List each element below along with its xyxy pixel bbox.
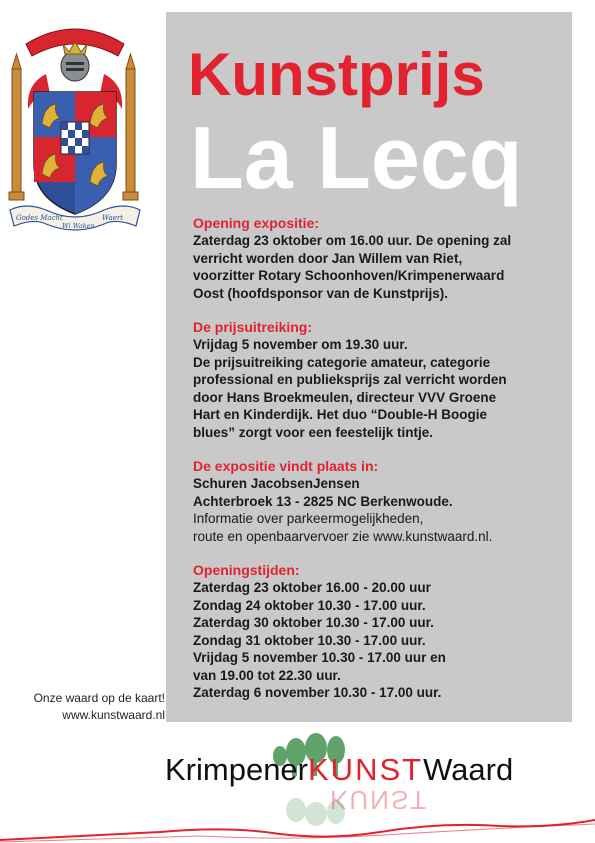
coat-of-arms-icon bbox=[6, 14, 144, 232]
section-line: Oost (hoofdsponsor van de Kunstprijs). bbox=[193, 285, 449, 301]
section-line: route en openbaarvervoer zie www.kunstwaard.nl. bbox=[193, 528, 493, 544]
section-0 bbox=[193, 215, 565, 302]
section-1 bbox=[193, 319, 565, 441]
section-line: blues” zorgt voor een feestelijk tintje. bbox=[193, 424, 434, 440]
logo-word-krimpener: Krimpener bbox=[165, 752, 308, 787]
section-heading: Openingstijden: bbox=[193, 562, 300, 578]
red-decorative-line bbox=[0, 806, 595, 843]
section-line: Vrijdag 5 november 10.30 - 17.00 uur en bbox=[193, 650, 446, 665]
crest-motto-right: Waert bbox=[102, 214, 124, 222]
title-kunstprijs: Kunstprijs bbox=[188, 41, 485, 108]
logo-wordmark bbox=[165, 752, 513, 788]
section-line: Zondag 31 oktober 10.30 - 17.00 uur. bbox=[193, 632, 426, 648]
section-line: Schuren JacobsenJensen bbox=[193, 476, 360, 491]
section-line: voorzitter Rotary Schoonhoven/Krimpenerwaard bbox=[193, 268, 505, 283]
crest-motto-left: Godes Macht bbox=[16, 214, 63, 222]
section-line: Zaterdag 30 oktober 10.30 - 17.00 uur. bbox=[193, 615, 434, 630]
section-line: Zaterdag 23 oktober 16.00 - 20.00 uur bbox=[193, 580, 431, 595]
section-line: Zaterdag 23 oktober om 16.00 uur. De opening zal bbox=[193, 233, 512, 248]
side-note-url[interactable]: www.kunstwaard.nl bbox=[62, 708, 165, 722]
event-info bbox=[193, 215, 565, 719]
logo-reflection: KUNST bbox=[330, 785, 429, 815]
section-2 bbox=[193, 458, 565, 545]
section-line: van 19.00 tot 22.30 uur. bbox=[193, 667, 341, 683]
side-note-tagline: Onze waard op de kaart! bbox=[33, 691, 165, 705]
side-note bbox=[34, 690, 165, 724]
section-line: Zondag 24 oktober 10.30 - 17.00 uur. bbox=[193, 597, 426, 613]
logo-word-kunst: KUNST bbox=[308, 752, 424, 787]
section-line: verricht worden door Jan Willem van Riet, bbox=[193, 250, 463, 266]
section-line: Informatie over parkeermogelijkheden, bbox=[193, 511, 424, 526]
section-line: Vrijdag 5 november om 19.30 uur. bbox=[193, 337, 408, 352]
section-heading: De expositie vindt plaats in: bbox=[193, 458, 379, 474]
section-line: professional en publieksprijs zal verricht worden bbox=[193, 372, 507, 387]
section-line: Achterbroek 13 - 2825 NC Berkenwoude. bbox=[193, 493, 453, 509]
section-line: Zaterdag 6 november 10.30 - 17.00 uur. bbox=[193, 685, 442, 700]
section-heading: Opening expositie: bbox=[193, 215, 320, 231]
logo-word-waard: Waard bbox=[423, 752, 514, 787]
title-la-lecq: La Lecq bbox=[190, 108, 523, 207]
crest-motto-bottom: Wi Waken bbox=[62, 222, 95, 230]
section-line: door Hans Broekmeulen, directeur VVV Groene bbox=[193, 389, 497, 405]
section-3 bbox=[193, 562, 565, 702]
section-line: De prijsuitreiking categorie amateur, categorie bbox=[193, 354, 491, 370]
section-heading: De prijsuitreiking: bbox=[193, 319, 313, 335]
section-line: Hart en Kinderdijk. Het duo “Double-H Boogie bbox=[193, 407, 488, 422]
